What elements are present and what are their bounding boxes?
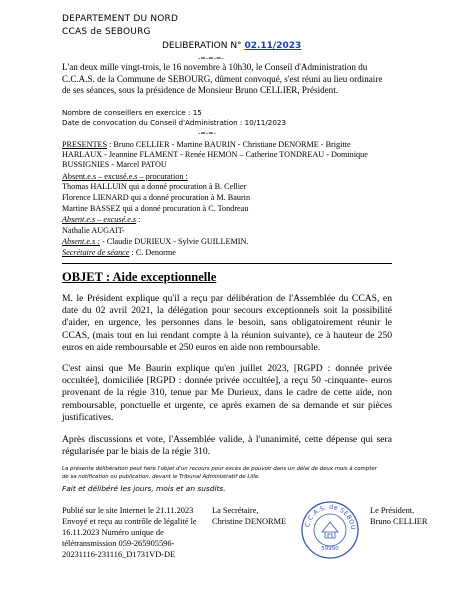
publication-line: télétransmission 059-265905596- [62, 539, 175, 548]
recours-line-2: de sa notification ou publication, devant le Tribunal Administratif de Lille. [62, 474, 260, 480]
svg-text:59990: 59990 [321, 546, 339, 552]
absents-label: Absent.e.s : [62, 237, 100, 246]
absents-excuses-name: Nathalie AUGAIT- [62, 226, 125, 235]
absents-names: - Claudie DURIEUX - Sylvie GUILLEMIN. [99, 237, 249, 246]
publication-line: 16.11.2023 Numéro unique de [62, 528, 164, 537]
absents-procuration-label: Absent.e.s – excusé.e.s – procuration : [62, 172, 188, 181]
conseillers-count: Nombre de conseillers en exercice : 15 [62, 108, 202, 117]
procuration-item: Martine BASSEZ qui a donné procuration à C. Tondreau [62, 204, 249, 213]
president-title: Le Président, [370, 506, 415, 515]
ccas-stamp [300, 500, 360, 560]
recours-line-1: La présente délibération peut faire l'objet d'un recours pour excès de pouvoir dans un délai de deux mois à compter [62, 466, 377, 472]
absents-excuses-line: Absent.e.s – excusé.e.s : [62, 215, 141, 224]
svg-text:C.C.A.S. de SEBOURG: C.C.A.S. de SEBOU [304, 503, 357, 531]
publication-line: Publié sur le site Internet le 21.11.2023 [62, 506, 194, 515]
counts-separator: -=-=- [198, 129, 216, 137]
body-paragraph-3: Après discussions et vote, l'Assemblée valide, à l'unanimité, cette dépense qui sera régularisée par le biais de la régie 310. [62, 434, 392, 458]
header-separator: -=-=-=- [198, 54, 224, 62]
deliberation-label: DELIBERATION N° [162, 41, 242, 51]
body-paragraph-1: M. le Président explique qu'il a reçu par délibération de l'Assemblée du CCAS, en date du 02 avril 2021, la délégation pour secours exceptionnels soit la possibilité d'aider, en urgence, les personnes dans le besoin, sans obligatoirement réunir le CCAS, (mais tout en lui rendant compte à la réunion suivante), ce à hauteur de 250 euros en aide remboursable et 250 euros en aide non remboursable. [62, 293, 392, 353]
deliberation-heading [162, 41, 301, 51]
presentes-label: PRESENTES [62, 140, 108, 149]
secretaire-title: La Secrétaire, [212, 506, 259, 515]
stamp-seal-icon [300, 500, 360, 560]
secretaire-name: Christine DENORME [212, 517, 287, 526]
procuration-item: Thomas HALLUIN qui a donné procuration à B. Cellier [62, 182, 247, 191]
absents-line [62, 237, 248, 247]
presentes-names: : Bruno CELLIER - Martine BAURIN - Christiane DENORME - Brigitte HARLAUX - Jeannine FLAMENT - Renée HEMON – Catherine TONDREAU - Dominique BUSSIGNIES - Marcel PATOU [62, 140, 368, 169]
objet-heading: OBJET : Aide exceptionnelle [62, 270, 217, 284]
body-paragraph-2: C'est ainsi que Me Baurin explique qu'en juillet 2023, [RGPD : donnée privée occultée], domiciliée [RGPD : donnée privée occultée], a reçu 50 -cinquante- euros provenant de la régie 310, tenue par Me Durieux, dans le cadre de cette aide, non remboursable, ponctuelle et urgente, ce après examen de sa demande et sur pièces justificatives. [62, 363, 392, 423]
intro-paragraph: L'an deux mille vingt-trois, le 16 novembre à 10h30, le Conseil d'Administration du C.C.A.S. de la Commune de SEBOURG, dûment convoqué, s'est réuni au lieu ordinaire de ses séances, sous la présidence de Monsieur Bruno CELLIER, Président. [62, 62, 383, 95]
deliberation-number: 02.11/2023 [244, 41, 302, 51]
section-divider [62, 263, 392, 264]
publication-line: 20231116-231116_D1731VD-DE [62, 550, 176, 559]
president-name: Bruno CELLIER [370, 517, 428, 526]
convocation-date: Date de convocation du Conseil d'Administration : 10/11/2023 [62, 118, 287, 127]
procuration-item: Florence LIENARD qui a donné procuration à M. Baurin [62, 193, 251, 202]
secretaire-seance-name: : C. Denorme [129, 248, 176, 257]
absents-excuses-label: Absent.e.s – excusé.e.s [62, 215, 137, 224]
department-title: DEPARTEMENT DU NORD [62, 14, 179, 24]
secretaire-seance-label: Secrétaire de séance [62, 248, 130, 257]
secretaire-seance-line [62, 248, 176, 258]
fait-delibere: Fait et délibéré les jours, mois et an susdits. [62, 484, 226, 493]
publication-line: Envoyé et reçu au contrôle de légalité le [62, 517, 197, 526]
presentes-block [62, 140, 392, 170]
ccas-title: CCAS de SEBOURG [62, 27, 151, 37]
